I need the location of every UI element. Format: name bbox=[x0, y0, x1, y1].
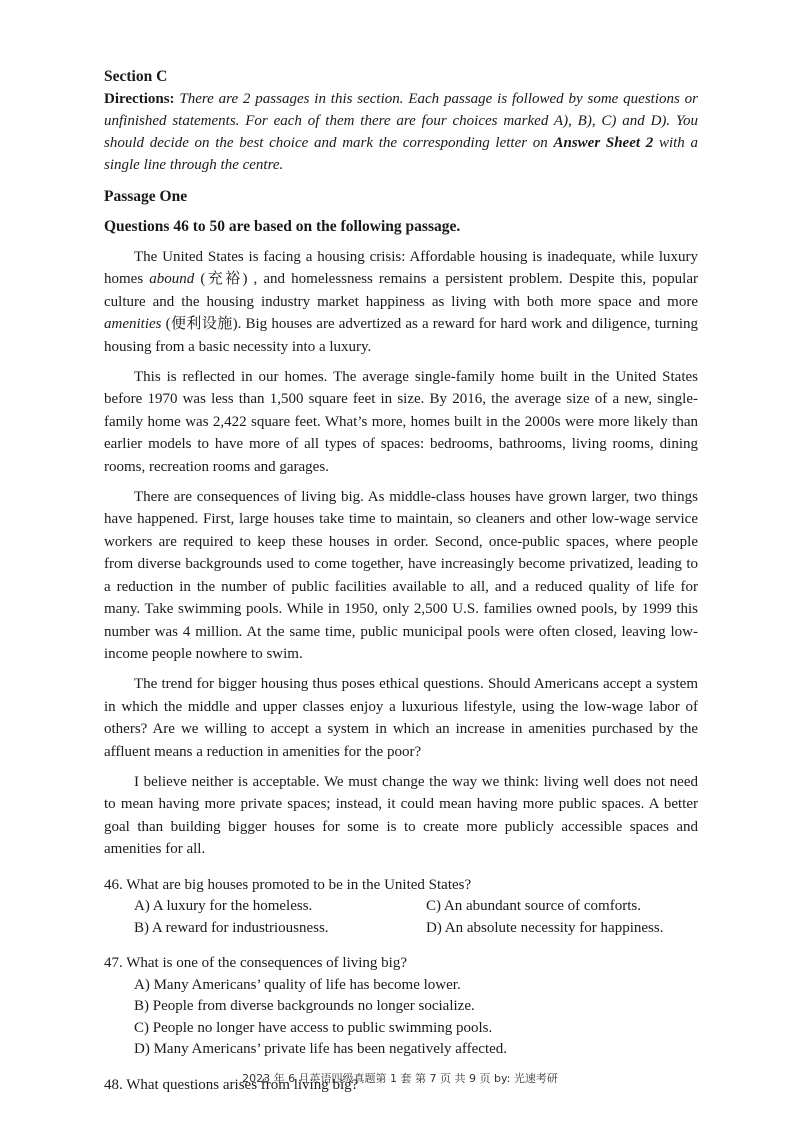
word-amenities: amenities bbox=[104, 316, 162, 333]
question-46-stem: 46. What are big houses promoted to be in the United States? bbox=[104, 876, 472, 893]
question-47-stem: 47. What is one of the consequences of living big? bbox=[104, 955, 407, 972]
p1-text-c: (充裕) , and homelessness remains a persistent problem. Despite this, popular culture and the housing industry market happiness as living with both more space and more bbox=[104, 271, 698, 310]
passage-title: Passage One bbox=[104, 188, 188, 205]
directions-label: Directions: bbox=[104, 91, 175, 107]
option-a: A) Many Americans’ quality of life has become lower. bbox=[134, 976, 461, 993]
page-footer: 2023 年 6 月英语四级真题第 1 套 第 7 页 共 9 页 by: 光速考研 bbox=[242, 1072, 558, 1085]
option-c: C) An abundant source of comforts. bbox=[426, 898, 641, 915]
question-46-options bbox=[104, 896, 698, 939]
section-title: Section C bbox=[104, 68, 168, 85]
passage-paragraph-2: This is reflected in our homes. The average single-family home built in the United States before 1970 was less than 1,500 square feet in size. By 2016, the average size of a new, single-family home was 2,422 square feet. What’s more, homes built in the 2000s were more likely than earlier models to have more of all types of spaces: bedrooms, bathrooms, living rooms, dining rooms, recreation rooms and garages. bbox=[104, 369, 698, 475]
option-d: D) Many Americans’ private life has been negatively affected. bbox=[134, 1041, 508, 1058]
question-46 bbox=[104, 875, 698, 940]
answer-sheet-ref: Answer Sheet 2 bbox=[553, 135, 654, 151]
option-a: A) A luxury for the homeless. bbox=[134, 898, 313, 915]
directions bbox=[104, 88, 698, 176]
passage-paragraph-4: The trend for bigger housing thus poses ethical questions. Should Americans accept a system in which the middle and upper classes enjoy a luxurious lifestyle, using the low-wage labor of others? Are we willing to accept a system in which an increase in amenities purchased by the affluent means a reduction in amenities for the poor? bbox=[104, 676, 698, 760]
word-abound: abound bbox=[149, 271, 195, 288]
question-47 bbox=[104, 953, 698, 1061]
directions-text-end: with a single line through the centre. bbox=[104, 135, 699, 173]
passage-paragraph-3: There are consequences of living big. As middle-class houses have grown larger, two things have happened. First, large houses take time to maintain, so cleaners and other low-wage service workers are required to keep these houses in order. Second, once-public spaces, where people from diverse backgrounds used to come together, have increasingly become privatized, leading to a reduction in the number of public facilities available to all, and a reduced quality of life for many. Take swimming pools. While in 1950, only 2,500 U.S. families owned pools, by 1999 this number was 4 million. At the same time, public municipal pools were often closed, leaving low-income people nowhere to swim. bbox=[104, 489, 698, 662]
passage-paragraph-1 bbox=[104, 246, 698, 358]
questions-intro: Questions 46 to 50 are based on the following passage. bbox=[104, 218, 461, 235]
option-b: B) A reward for industriousness. bbox=[134, 919, 329, 936]
question-47-options bbox=[104, 975, 698, 1061]
question-48-stem: 48. What questions arises from living big? bbox=[104, 1076, 359, 1093]
option-b: B) People from diverse backgrounds no longer socialize. bbox=[134, 998, 475, 1015]
p1-text-a: The United States is facing a housing crisis: Affordable housing is inadequate, while luxury homes bbox=[104, 249, 698, 288]
passage-paragraph-5: I believe neither is acceptable. We must change the way we think: living well does not need to mean having more private spaces; instead, it could mean having more public spaces. A better goal than building bigger houses for some is to create more publicly accessible spaces and amenities for all. bbox=[104, 773, 698, 858]
p1-text-e: (便利设施). Big houses are advertized as a reward for hard work and diligence, turning housing from a basic necessity into a luxury. bbox=[104, 316, 698, 355]
option-d: D) An absolute necessity for happiness. bbox=[426, 919, 664, 936]
page-content bbox=[104, 66, 698, 1096]
option-c: C) People no longer have access to public swimming pools. bbox=[134, 1019, 493, 1036]
directions-text: There are 2 passages in this section. Each passage is followed by some questions or unfinished statements. For each of them there are four choices marked A), B), C) and D). You should decide on the best choice and mark the corresponding letter on bbox=[104, 91, 699, 151]
